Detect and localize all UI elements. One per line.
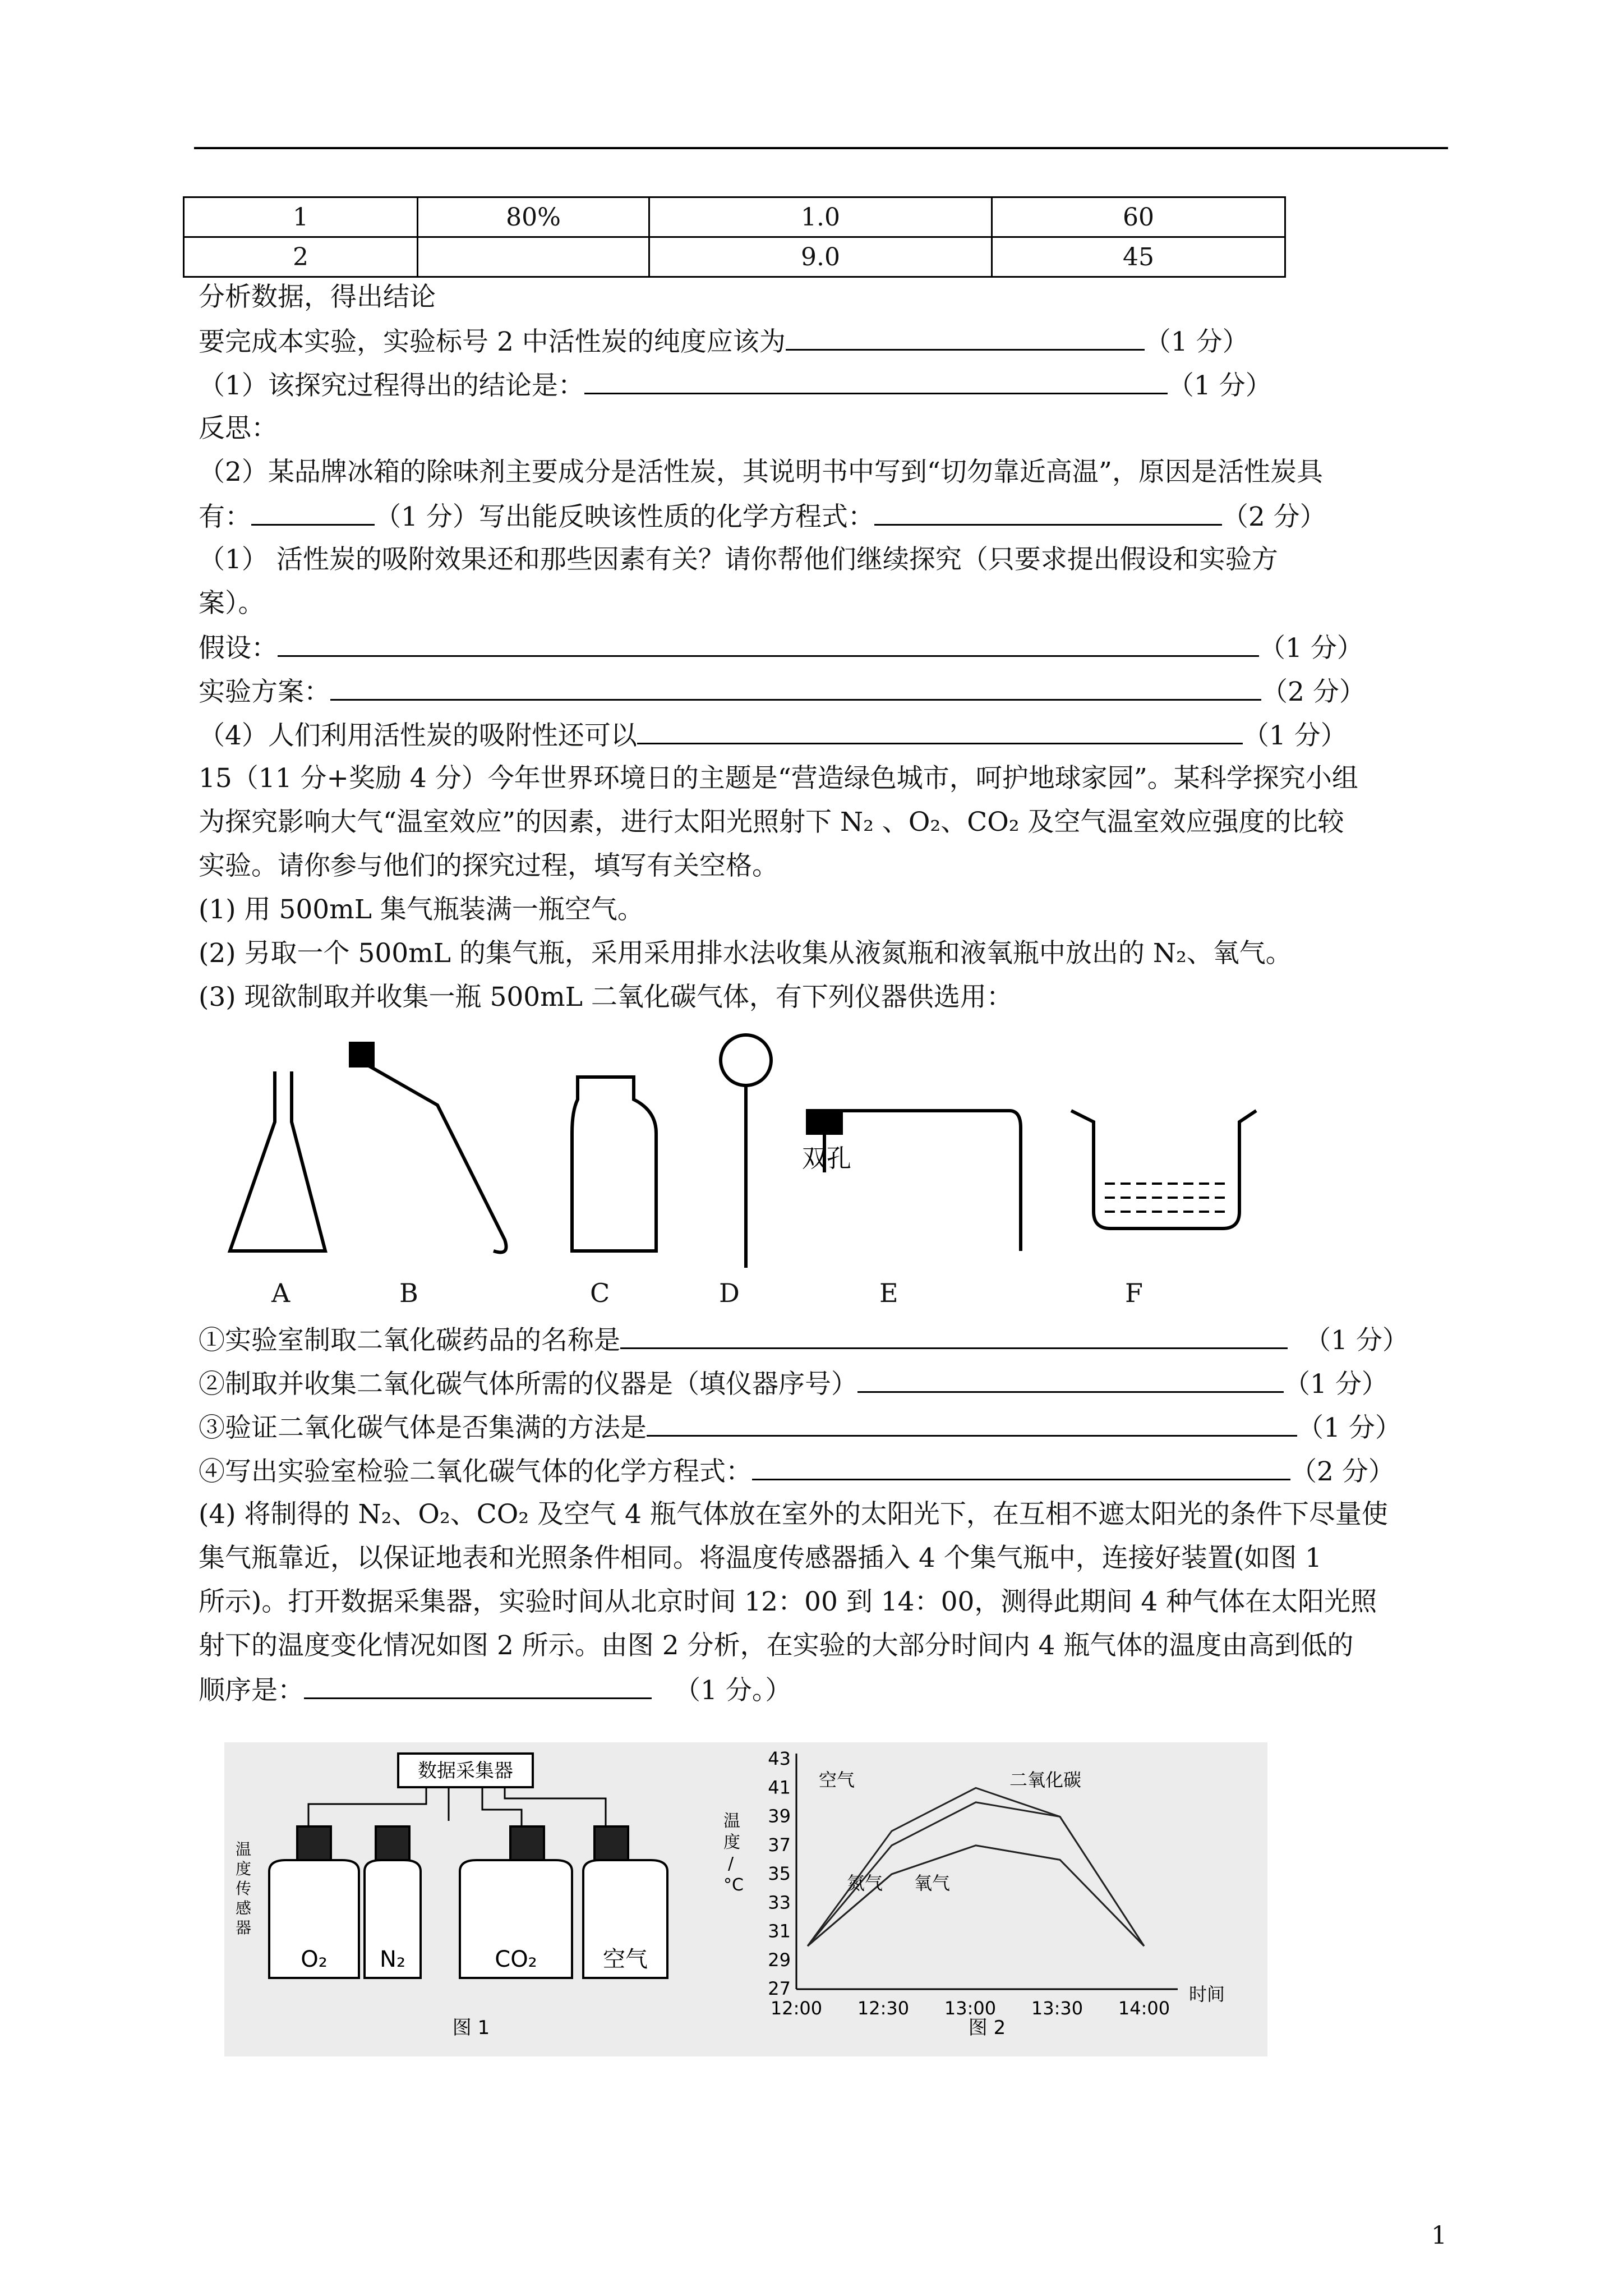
table-row bbox=[184, 197, 1285, 237]
y-tick-label: 43 bbox=[768, 1748, 791, 1769]
text-line: (4) 将制得的 N₂、O₂、CO₂ 及空气 4 瓶气体放在室外的太阳光下，在互相不遮太阳光的条件下尽量使 bbox=[199, 1499, 1388, 1530]
apparatus-label: F bbox=[1125, 1278, 1143, 1308]
y-tick-label: 33 bbox=[768, 1892, 791, 1913]
text-line: (2) 另取一个 500mL 的集气瓶，采用采用排水法收集从液氮瓶和液氧瓶中放出的 N₂、氧气。 bbox=[199, 938, 1292, 969]
y-tick-label: 29 bbox=[768, 1949, 791, 1971]
apparatus-label: E bbox=[879, 1278, 898, 1308]
separatory-funnel-D bbox=[721, 1035, 771, 1085]
svg-text:度: 度 bbox=[236, 1860, 252, 1878]
answer-blank[interactable] bbox=[637, 718, 1243, 744]
answer-blank[interactable] bbox=[278, 631, 1259, 657]
water-trough-F bbox=[1071, 1111, 1256, 1228]
table-row bbox=[184, 237, 1285, 277]
table-cell: 80% bbox=[418, 197, 649, 237]
svg-text:°C: °C bbox=[723, 1875, 744, 1895]
x-tick-label: 12:30 bbox=[857, 1998, 910, 2019]
text-line: 集气瓶靠近，以保证地表和光照条件相同。将温度传感器插入 4 个集气瓶中，连接好装置(如图 1 bbox=[199, 1543, 1322, 1573]
text-line: 案）。 bbox=[199, 588, 265, 619]
svg-text:传: 传 bbox=[236, 1879, 252, 1898]
text-line: (3) 现欲制取并收集一瓶 500mL 二氧化碳气体，有下列仪器供选用： bbox=[199, 982, 1013, 1013]
table-cell: 1.0 bbox=[649, 197, 992, 237]
text-line: 为探究影响大气“温室效应”的因素，进行太阳光照射下 N₂ 、O₂、CO₂ 及空气温室效应强度的比较 bbox=[199, 807, 1344, 838]
figure-1-caption: 图 1 bbox=[452, 2017, 490, 2039]
gas-bottle-C bbox=[572, 1077, 656, 1251]
figure-2-caption: 图 2 bbox=[968, 2017, 1006, 2039]
y-tick-label: 37 bbox=[768, 1834, 791, 1856]
x-axis-label: 时间 bbox=[1189, 1984, 1225, 2005]
svg-text:温: 温 bbox=[236, 1840, 252, 1858]
table-cell: 2 bbox=[184, 237, 418, 277]
svg-text:温: 温 bbox=[723, 1811, 740, 1831]
table-cell: 60 bbox=[992, 197, 1285, 237]
svg-text:/: / bbox=[728, 1854, 734, 1874]
y-tick-label: 39 bbox=[768, 1805, 791, 1827]
question-line: 有： （1 分）写出能反映该性质的化学方程式： （2 分） bbox=[199, 499, 1326, 534]
y-tick-label: 27 bbox=[768, 1978, 791, 1999]
text-line: 所示)。打开数据采集器，实验时间从北京时间 12：00 到 14：00，测得此期间 4 种气体在太阳光照 bbox=[199, 1586, 1377, 1617]
x-tick-label: 12:00 bbox=[770, 1998, 823, 2019]
bottle-label: CO₂ bbox=[495, 1947, 537, 1972]
answer-blank[interactable] bbox=[752, 1454, 1290, 1480]
page-number: 1 bbox=[1431, 2221, 1447, 2250]
question-line: 要完成本实验，实验标号 2 中活性炭的纯度应该为 （1 分） bbox=[199, 324, 1249, 359]
text-line: (1) 用 500mL 集气瓶装满一瓶空气。 bbox=[199, 894, 644, 925]
bottle-label: O₂ bbox=[301, 1947, 328, 1972]
series-label: 空气 bbox=[819, 1769, 855, 1791]
text-line: 射下的温度变化情况如图 2 所示。由图 2 分析，在实验的大部分时间内 4 瓶气体的温度由高到低的 bbox=[199, 1630, 1354, 1661]
question-line: 顺序是： （1 分。） bbox=[199, 1673, 791, 1708]
text-line: （1） 活性炭的吸附效果还和那些因素有关？请你帮他们继续探究（只要求提出假设和实验方 bbox=[199, 544, 1278, 575]
y-tick-label: 41 bbox=[768, 1777, 791, 1798]
table-cell: 9.0 bbox=[649, 237, 992, 277]
collector-label: 数据采集器 bbox=[418, 1760, 513, 1782]
sensor-label bbox=[236, 1840, 251, 1937]
question-line: （1）该探究过程得出的结论是： （1 分） bbox=[199, 368, 1272, 403]
svg-text:度: 度 bbox=[723, 1833, 740, 1852]
answer-blank[interactable] bbox=[304, 1673, 652, 1699]
data-table bbox=[183, 196, 1286, 278]
x-tick-label: 13:00 bbox=[944, 1998, 997, 2019]
text-line: 实验。请你参与他们的探究过程，填写有关空格。 bbox=[199, 850, 778, 881]
apparatus-label: A bbox=[271, 1278, 291, 1308]
series-label: 二氧化碳 bbox=[1009, 1769, 1082, 1791]
stopper-E bbox=[808, 1111, 841, 1133]
figures-panel bbox=[224, 1742, 1267, 2068]
question-line: ②制取并收集二氧化碳气体所需的仪器是（填仪器序号） （1 分） bbox=[199, 1366, 1388, 1401]
question-line: （4）人们利用活性炭的吸附性还可以 （1 分） bbox=[199, 718, 1347, 753]
text-line: 分析数据，得出结论 bbox=[199, 282, 436, 312]
apparatus-label: B bbox=[399, 1278, 418, 1308]
question-line: ④写出实验室检验二氧化碳气体的化学方程式： （2 分） bbox=[199, 1454, 1395, 1489]
delivery-tube-E bbox=[824, 1111, 1021, 1251]
apparatus-figure bbox=[213, 1027, 1279, 1279]
bent-tube-B bbox=[359, 1060, 506, 1253]
bottle-label: N₂ bbox=[380, 1947, 405, 1972]
series-label: 氧气 bbox=[914, 1872, 951, 1894]
svg-text:感: 感 bbox=[236, 1899, 252, 1917]
question-line: ①实验室制取二氧化碳药品的名称是 （1 分） bbox=[199, 1323, 1409, 1358]
x-tick-label: 13:30 bbox=[1031, 1998, 1083, 2019]
answer-blank[interactable] bbox=[874, 499, 1222, 526]
apparatus-label: D bbox=[719, 1278, 740, 1308]
answer-blank[interactable] bbox=[330, 674, 1261, 701]
question-line: 实验方案： （2 分） bbox=[199, 674, 1366, 709]
apparatus-label: C bbox=[590, 1278, 610, 1308]
bottle-label: 空气 bbox=[603, 1947, 648, 1972]
svg-text:器: 器 bbox=[236, 1918, 252, 1937]
text-line: 15（11 分+奖励 4 分）今年世界环境日的主题是“营造绿色城市，呵护地球家园”。某科学探究小组 bbox=[199, 763, 1358, 794]
answer-blank[interactable] bbox=[251, 499, 375, 526]
answer-blank[interactable] bbox=[647, 1410, 1297, 1437]
table-cell bbox=[418, 237, 649, 277]
double-hole-note: 双孔 bbox=[802, 1144, 851, 1173]
question-line: 假设： （1 分） bbox=[199, 631, 1363, 665]
series-label: 氮气 bbox=[847, 1872, 883, 1894]
x-tick-label: 14:00 bbox=[1118, 1998, 1170, 2019]
stopper-B bbox=[351, 1043, 373, 1066]
answer-blank[interactable] bbox=[620, 1323, 1288, 1349]
table-cell: 1 bbox=[184, 197, 418, 237]
answer-blank[interactable] bbox=[786, 324, 1145, 351]
answer-blank[interactable] bbox=[857, 1366, 1284, 1393]
question-line: ③验证二氧化碳气体是否集满的方法是 （1 分） bbox=[199, 1410, 1401, 1445]
text-line: （2）某品牌冰箱的除味剂主要成分是活性炭，其说明书中写到“切勿靠近高温”，原因是活性炭具 bbox=[199, 457, 1323, 487]
text-line: 反思： bbox=[199, 413, 278, 444]
conical-flask-A bbox=[230, 1071, 325, 1251]
y-tick-label: 31 bbox=[768, 1920, 791, 1942]
table-cell: 45 bbox=[992, 237, 1285, 277]
y-tick-label: 35 bbox=[768, 1863, 791, 1884]
header-rule bbox=[194, 147, 1448, 149]
answer-blank[interactable] bbox=[584, 368, 1168, 394]
